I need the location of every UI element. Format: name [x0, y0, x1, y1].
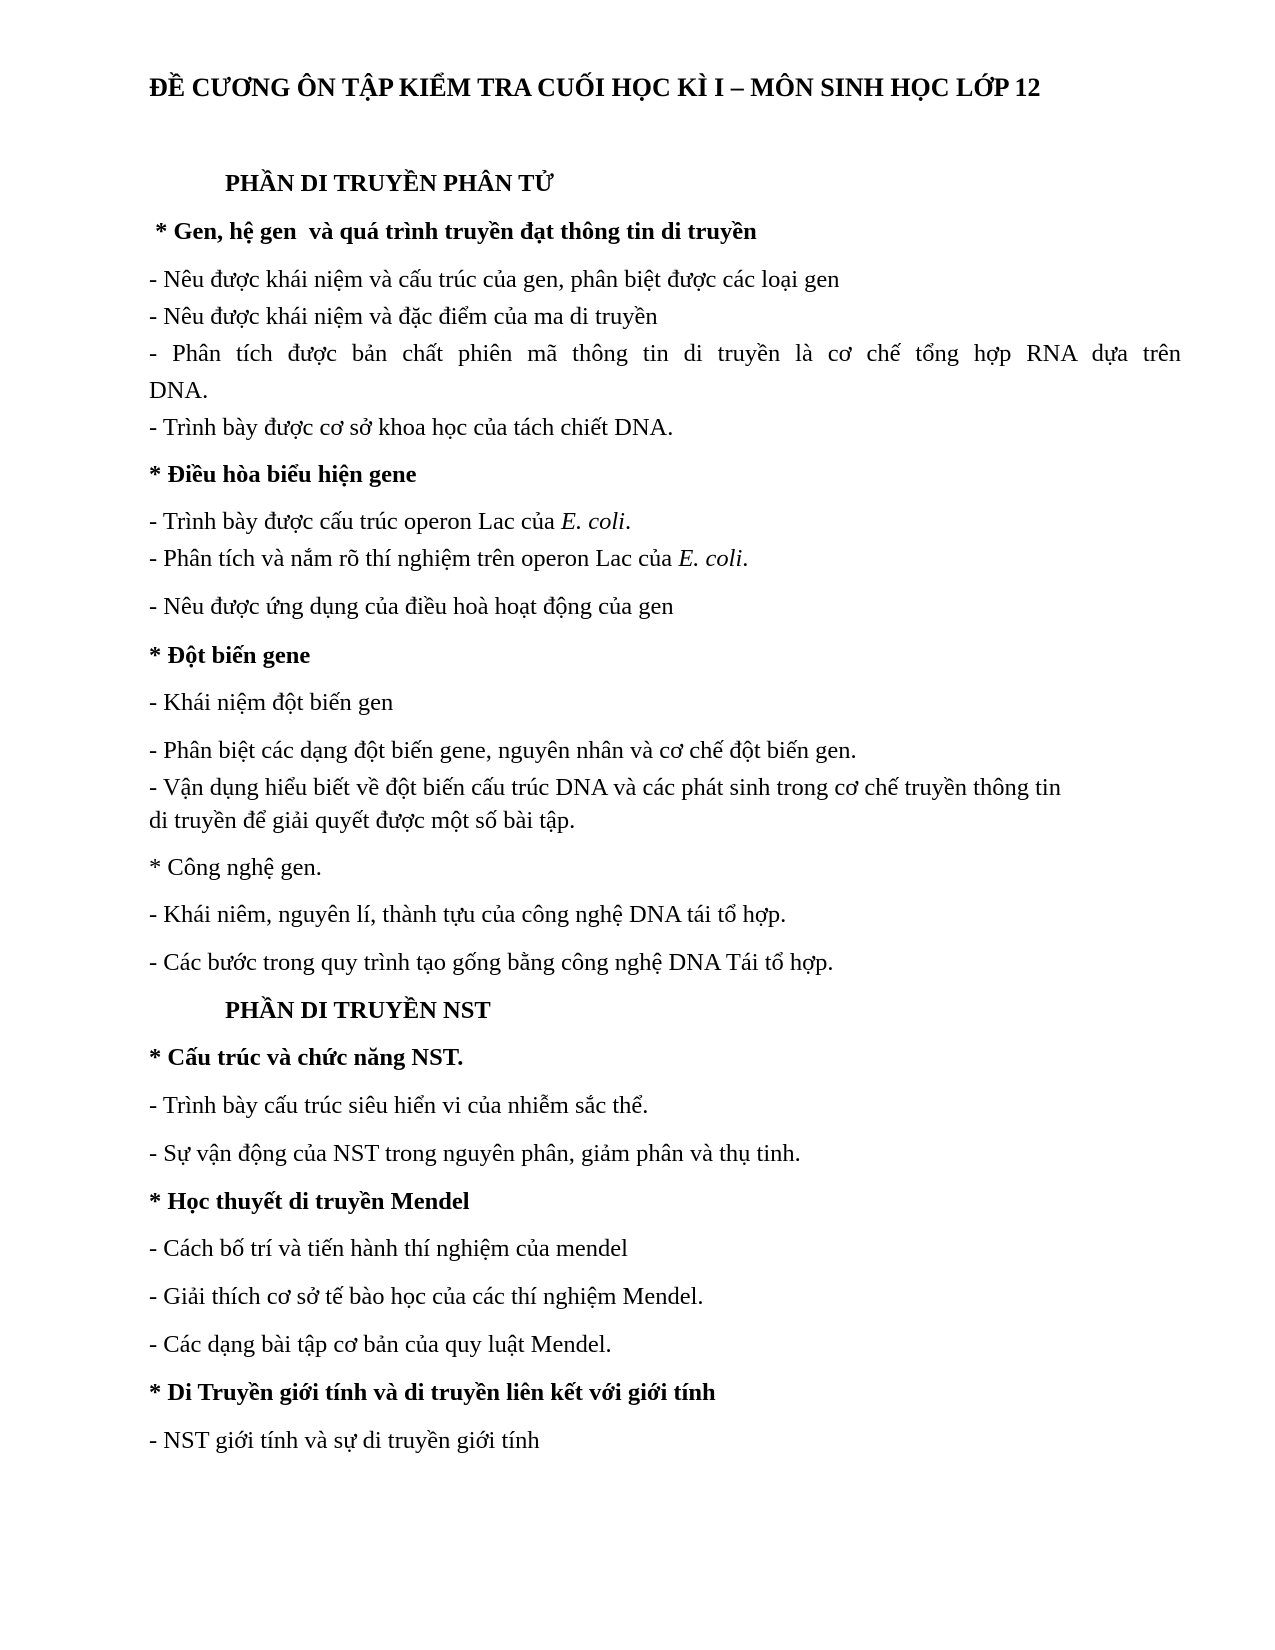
- list-item: - Trình bày cấu trúc siêu hiển vi của nhiễm sắc thể.: [149, 1092, 649, 1119]
- list-item: - Vận dụng hiểu biết về đột biến cấu trúc DNA và các phát sinh trong cơ chế truyền thông tin: [149, 774, 1061, 801]
- list-item: - Khái niệm đột biến gen: [149, 689, 394, 716]
- list-item: [149, 543, 748, 575]
- list-item: - NST giới tính và sự di truyền giới tính: [149, 1427, 540, 1454]
- section-heading-gene-genome: * Gen, hệ gen và quá trình truyền đạt thông tin di truyền: [149, 218, 757, 245]
- species-name: E. coli: [560, 508, 625, 535]
- list-item-text: - Trình bày được cấu trúc operon Lac của: [149, 508, 561, 535]
- list-item: - Phân biệt các dạng đột biến gene, nguyên nhân và cơ chế đột biến gen.: [149, 737, 857, 764]
- list-item-text: .: [742, 545, 749, 572]
- species-name: E. coli: [678, 545, 743, 572]
- list-item: [149, 506, 631, 538]
- list-item-text: .: [624, 508, 632, 535]
- list-item: - Các dạng bài tập cơ bản của quy luật Mendel.: [149, 1331, 612, 1358]
- list-item: - Khái niêm, nguyên lí, thành tựu của công nghệ DNA tái tổ hợp.: [149, 901, 787, 928]
- list-item: - Cách bố trí và tiến hành thí nghiệm của mendel: [149, 1235, 628, 1262]
- list-item-continuation: di truyền để giải quyết được một số bài tập.: [149, 807, 576, 834]
- list-item: - Nêu được khái niệm và đặc điểm của ma di truyền: [149, 303, 658, 330]
- list-item: - Phân tích được bản chất phiên mã thông tin di truyền là cơ chế tổng hợp RNA dựa trên: [149, 340, 1181, 367]
- section-heading-sex-linkage: * Di Truyền giới tính và di truyền liên kết với giới tính: [149, 1379, 716, 1406]
- list-item: - Trình bày được cơ sở khoa học của tách chiết DNA.: [149, 414, 674, 441]
- list-item-continuation: DNA.: [149, 377, 209, 404]
- list-item: - Các bước trong quy trình tạo gống bằng công nghệ DNA Tái tổ hợp.: [149, 949, 834, 976]
- list-item: - Nêu được khái niệm và cấu trúc của gen, phân biệt được các loại gen: [149, 266, 840, 293]
- section-heading-gene-technology: * Công nghệ gen.: [149, 854, 322, 881]
- list-item: - Nêu được ứng dụng của điều hoà hoạt động của gen: [149, 593, 674, 620]
- section-heading-mendel: * Học thuyết di truyền Mendel: [149, 1188, 470, 1215]
- part-heading-chromosome-genetics: PHẦN DI TRUYỀN NST: [225, 997, 491, 1024]
- list-item: - Sự vận động của NST trong nguyên phân, giảm phân và thụ tinh.: [149, 1140, 801, 1167]
- section-heading-gene-mutation: * Đột biến gene: [149, 642, 311, 669]
- list-item-text: - Phân tích và nắm rõ thí nghiệm trên operon Lac của: [149, 545, 679, 572]
- document-title: ĐỀ CƯƠNG ÔN TẬP KIỂM TRA CUỐI HỌC KÌ I – MÔN SINH HỌC LỚP 12: [149, 73, 1041, 102]
- list-item: - Giải thích cơ sở tế bào học của các thí nghiệm Mendel.: [149, 1283, 704, 1310]
- part-heading-molecular-genetics: PHẦN DI TRUYỀN PHÂN TỬ: [225, 170, 554, 197]
- section-heading-chromosome-structure: * Cấu trúc và chức năng NST.: [149, 1044, 464, 1071]
- section-heading-gene-regulation: * Điều hòa biểu hiện gene: [149, 461, 417, 488]
